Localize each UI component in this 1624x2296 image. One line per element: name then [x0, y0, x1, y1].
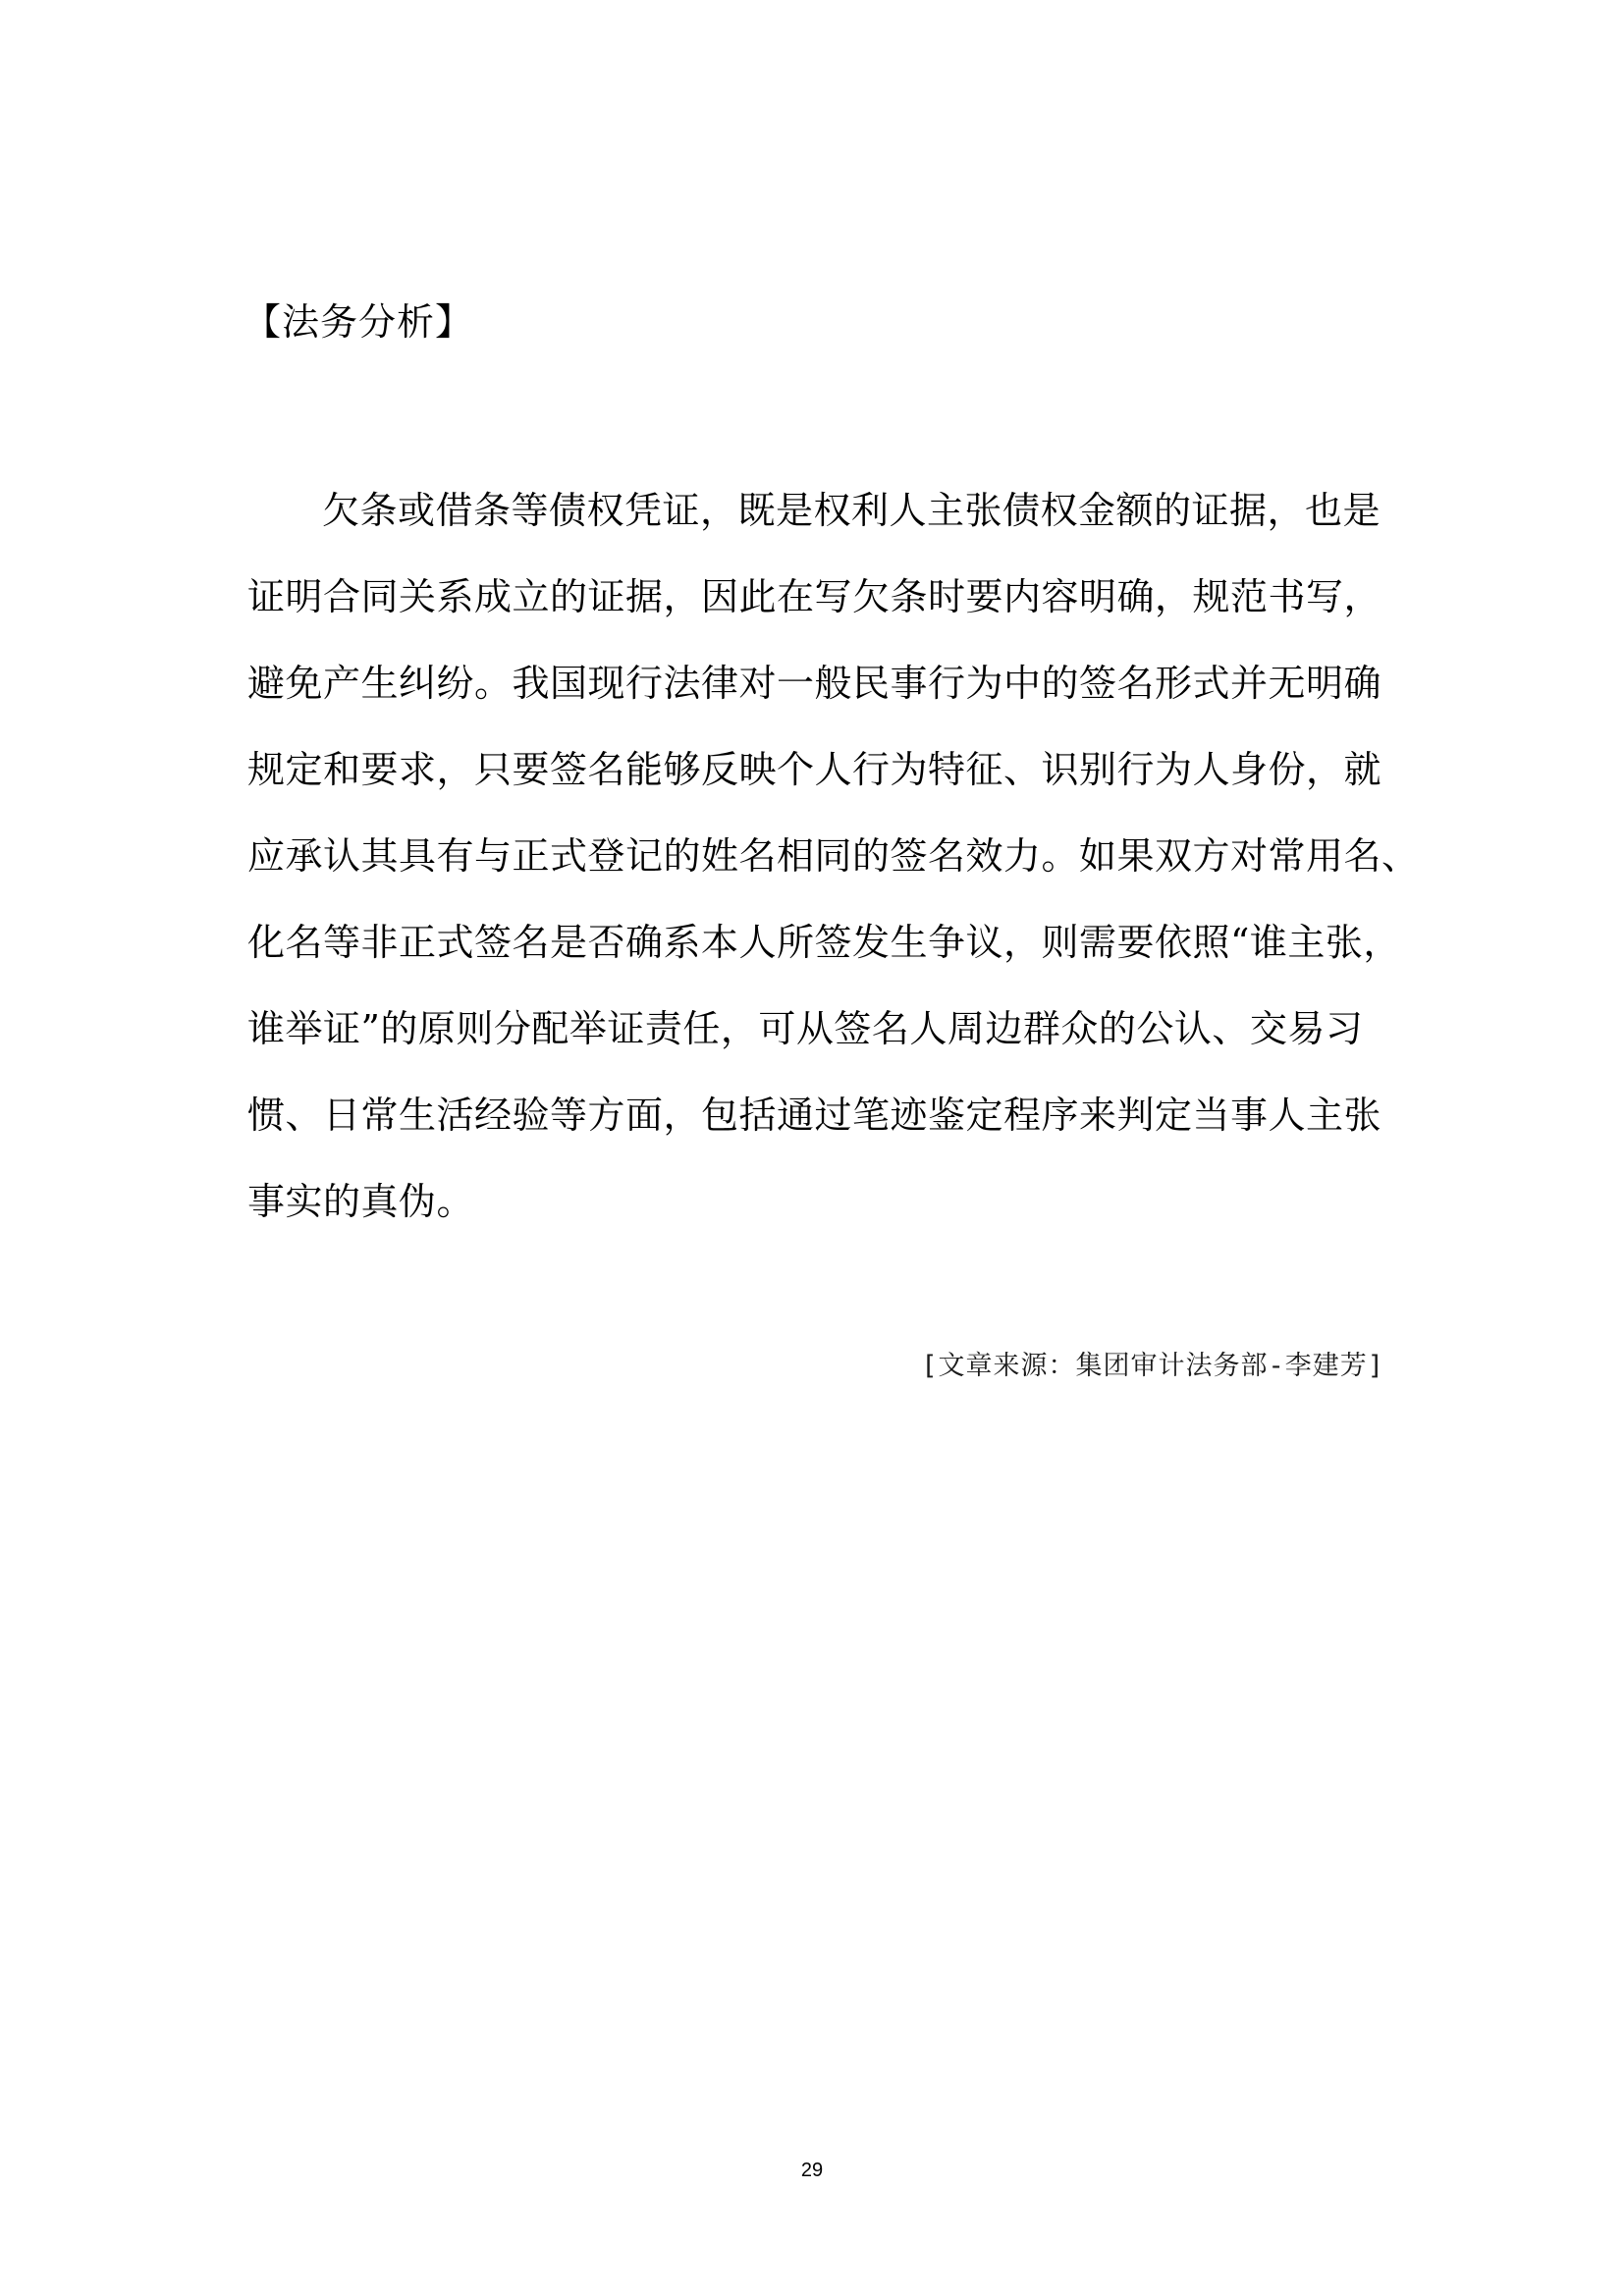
paragraph-line: 化名等非正式签名是否确系本人所签发生争议，则需要依照“谁主张，	[247, 921, 1401, 964]
paragraph-line: 应承认其具有与正式登记的姓名相同的签名效力。如果双方对常用名、	[247, 834, 1420, 878]
paragraph-line: 欠条或借条等债权凭证，既是权利人主张债权金额的证据，也是	[322, 489, 1381, 532]
analysis-paragraph	[247, 467, 1420, 1245]
paragraph-line: 避免产生纠纷。我国现行法律对一般民事行为中的签名形式并无明确	[247, 662, 1382, 705]
paragraph-line: 事实的真伪。	[247, 1180, 475, 1223]
paragraph-line: 规定和要求，只要签名能够反映个人行为特征、识别行为人身份，就	[247, 748, 1382, 791]
paragraph-line: 证明合同关系成立的证据，因此在写欠条时要内容明确，规范书写，	[247, 575, 1382, 618]
paragraph-line: 惯、日常生活经验等方面，包括通过笔迹鉴定程序来判定当事人主张	[247, 1094, 1382, 1137]
paragraph-line: 谁举证”的原则分配举证责任，可从签名人周边群众的公认、交易习	[247, 1007, 1364, 1050]
article-source-note: [文章来源：集团审计法务部-李建芳]	[921, 1351, 1384, 1381]
page-number: 29	[800, 2160, 824, 2181]
section-heading: 【法务分析】	[244, 300, 474, 344]
